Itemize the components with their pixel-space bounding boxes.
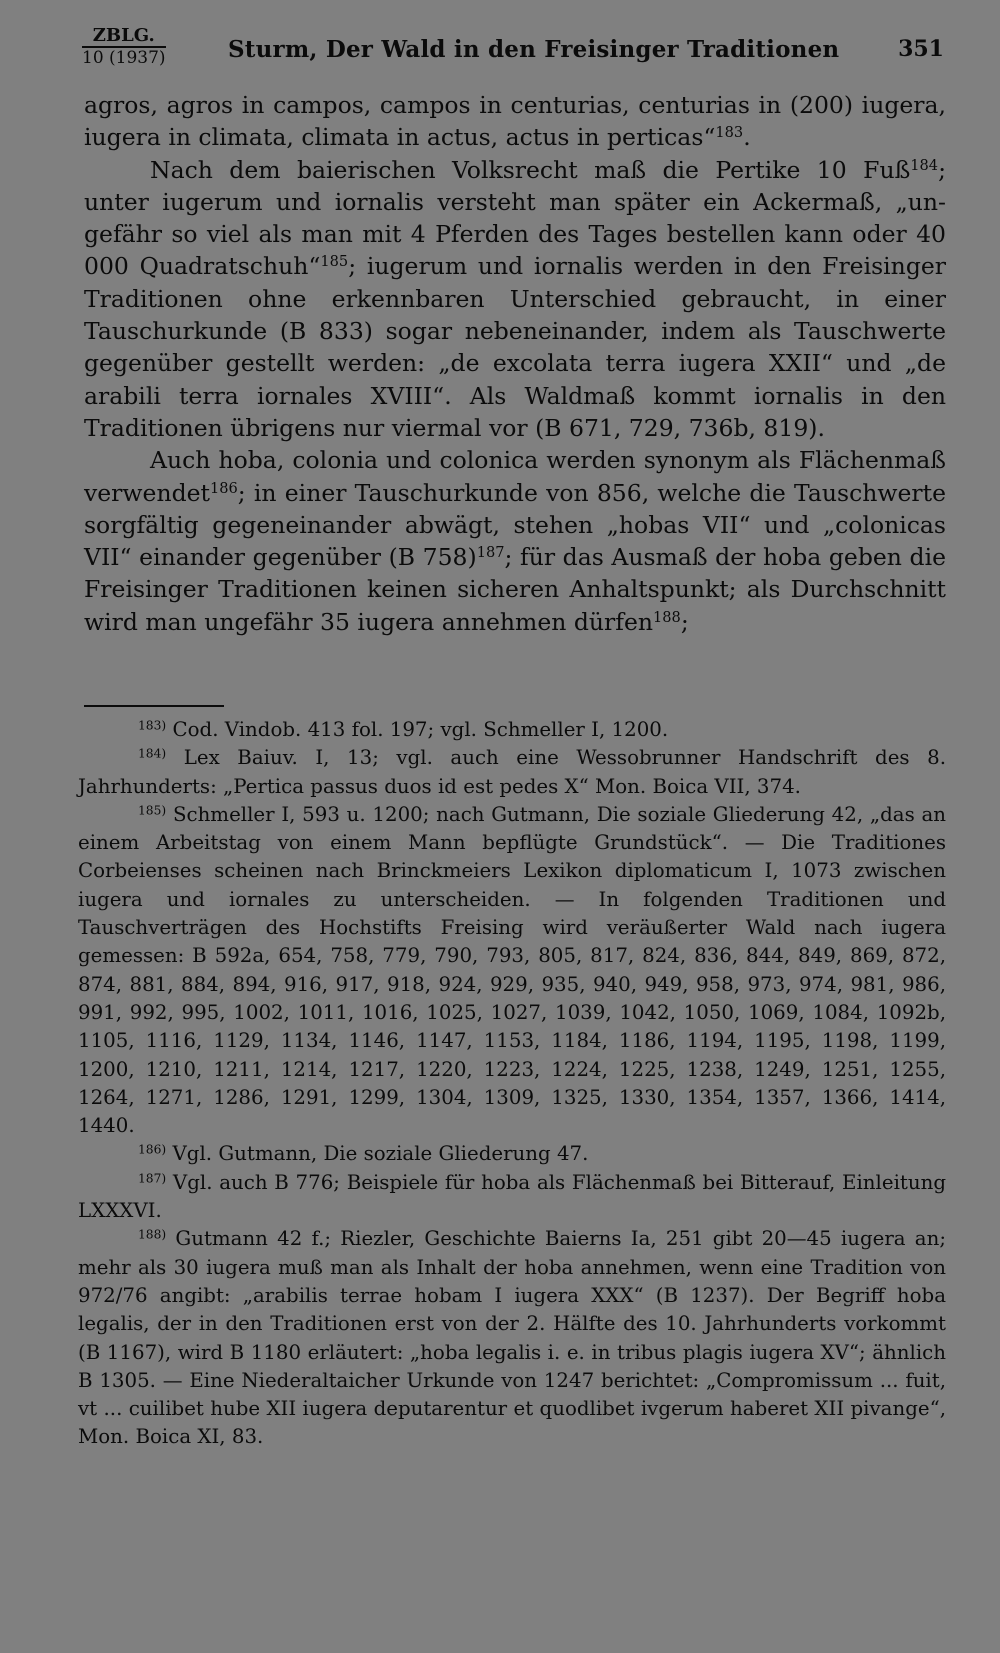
paragraph-text: . <box>743 123 751 152</box>
footnote-number: 183) <box>138 718 167 733</box>
journal-abbreviation: ZBLG. <box>92 25 155 46</box>
footnote-number: 185) <box>138 803 167 818</box>
footnote <box>78 744 946 801</box>
journal-volume: 10 (1937) <box>82 48 166 68</box>
footnote-number: 184) <box>138 746 167 761</box>
footnote-number: 188) <box>138 1227 167 1242</box>
footnote-text: Vgl. auch B 776; Beispiele für hoba als Flächenmaß bei Bitterauf, Einleitung LXXXVI. <box>78 1170 946 1223</box>
running-header <box>82 26 946 72</box>
paragraph-text: ; <box>680 607 689 636</box>
paragraph-text: Nach dem baierischen Volksrecht maß die Pertike 10 Fuß <box>150 155 911 184</box>
footnote <box>78 1140 946 1168</box>
paragraph-text: Auch hoba, colonia und colonica werden synonym als Flächenmaß verwendet <box>84 446 946 507</box>
footnote <box>78 1225 946 1451</box>
footnote-reference: 187 <box>476 544 505 562</box>
paragraph-text: ; in einer Tauschurkunde von 856, welche die Tauschwerte sorgfältig gegeneinander abwägt, stehen „hobas VII“ und „colonicas VII“ einander gegenüber (B 758) <box>84 478 946 572</box>
body-paragraph <box>84 444 946 638</box>
footnote-text: Gutmann 42 f.; Riezler, Geschichte Baierns Ia, 251 gibt 20—45 iugera an; mehr als 30 iugera muß man als Inhalt der hoba annehmen, wenn eine Tradition von 972/76 angibt: „arabilis terrae hobam I iugera XXX“ (B 1237). Der Begriff hoba legalis, der in den Traditionen erst von der 2. Hälfte des 10. Jahrhunderts vorkommt (B 1167), wird B 1180 erläutert: „hoba legalis i. e. in tribus plagis iugera XV“; ähnlich B 1305. — Eine Niederaltaicher Urkunde von 1247 berichtet: „Compromissum ... fuit, vt ... cuilibet hube XII iugera deputarentur et quodlibet ivgerum haberet XII pivange“, Mon. Boica XI, 83. <box>78 1227 946 1449</box>
footnote-text: Schmeller I, 593 u. 1200; nach Gutmann, Die soziale Gliederung 42, „das an einem Arbeitstag von einem Mann bepflügte Grundstück“. — Die Traditiones Corbeienses scheinen nach Brinckmeiers Lexikon diplomaticum I, 1073 zwischen iugera und iornales zu unterscheiden. — In folgenden Traditionen und Tauschverträgen des Hochstifts Freising wird veräußerter Wald nach iugera gemessen: B 592a, 654, 758, 779, 790, 793, 805, 817, 824, 836, 844, 849, 869, 872, 874, 881, 884, 894, 916, 917, 918, 924, 929, 935, 940, 949, 958, 973, 974, 981, 986, 991, 992, 995, 1002, 1011, 1016, 1025, 1027, 1039, 1042, 1050, 1069, 1084, 1092b, 1105, 1116, 1129, 1134, 1146, 1147, 1153, 1184, 1186, 1194, 1195, 1198, 1199, 1200, 1210, 1211, 1214, 1217, 1220, 1223, 1224, 1225, 1238, 1249, 1251, 1255, 1264, 1271, 1286, 1291, 1299, 1304, 1309, 1325, 1330, 1354, 1357, 1366, 1414, 1440. <box>78 802 946 1138</box>
running-title: Sturm, Der Wald in den Freisinger Traditionen <box>228 36 840 63</box>
journal-reference <box>82 26 166 68</box>
paragraph-text: ; für das Ausmaß der hoba geben die Freisinger Traditionen keinen sicheren Anhaltspunkt; als Durchschnitt wird man ungefähr 35 iugera annehmen dürfen <box>84 543 946 636</box>
footnote <box>78 801 946 1141</box>
footnote-separator <box>84 705 224 707</box>
footnote-reference: 183 <box>715 124 744 142</box>
paragraph-text: ; iugerum und iornalis werden in den Freisinger Traditionen ohne erkennbaren Unterschied gebraucht, in einer Tauschurkunde (B 833) sogar nebeneinander, indem als Tauschwerte gegenüber gestellt werden: „de excolata terra iugera XXII“ und „de arabili terra iornales XVIII“. Als Waldmaß kommt iornalis in den Traditionen übrigens nur viermal vor (B 671, 729, 736b, 819). <box>84 252 946 442</box>
paragraph-text: agros, agros in campos, campos in centurias, centurias in (200) iugera, iugera in climata, climata in actus, actus in perticas“ <box>84 91 946 152</box>
page-number: 351 <box>898 36 944 62</box>
footnote-reference: 185 <box>320 253 349 271</box>
footnote-reference: 184 <box>910 156 939 174</box>
footnote <box>78 716 946 744</box>
main-text <box>84 89 946 638</box>
footnotes <box>78 716 946 1452</box>
footnote-text: Vgl. Gutmann, Die soziale Gliederung 47. <box>166 1142 589 1166</box>
body-paragraph <box>84 154 946 445</box>
footnote-text: Lex Baiuv. I, 13; vgl. auch eine Wessobrunner Handschrift des 8. Jahrhunderts: „Pertica passus duos id est pedes X“ Mon. Boica VII, 374. <box>78 746 946 798</box>
footnote-reference: 188 <box>653 608 681 626</box>
footnote-number: 187) <box>138 1171 167 1185</box>
footnote-text: Cod. Vindob. 413 fol. 197; vgl. Schmeller I, 1200. <box>166 718 669 741</box>
footnote-number: 186) <box>138 1142 167 1157</box>
footnote-reference: 186 <box>209 479 238 497</box>
body-paragraph <box>84 89 946 154</box>
paragraph-text: ; unter iugerum und iornalis versteht man später ein Ackermaß, „ungefähr so viel als man mit 4 Pferden des Tages bestellen kann oder 40 000 Quadratschuh“ <box>84 155 946 281</box>
footnote <box>78 1169 946 1226</box>
